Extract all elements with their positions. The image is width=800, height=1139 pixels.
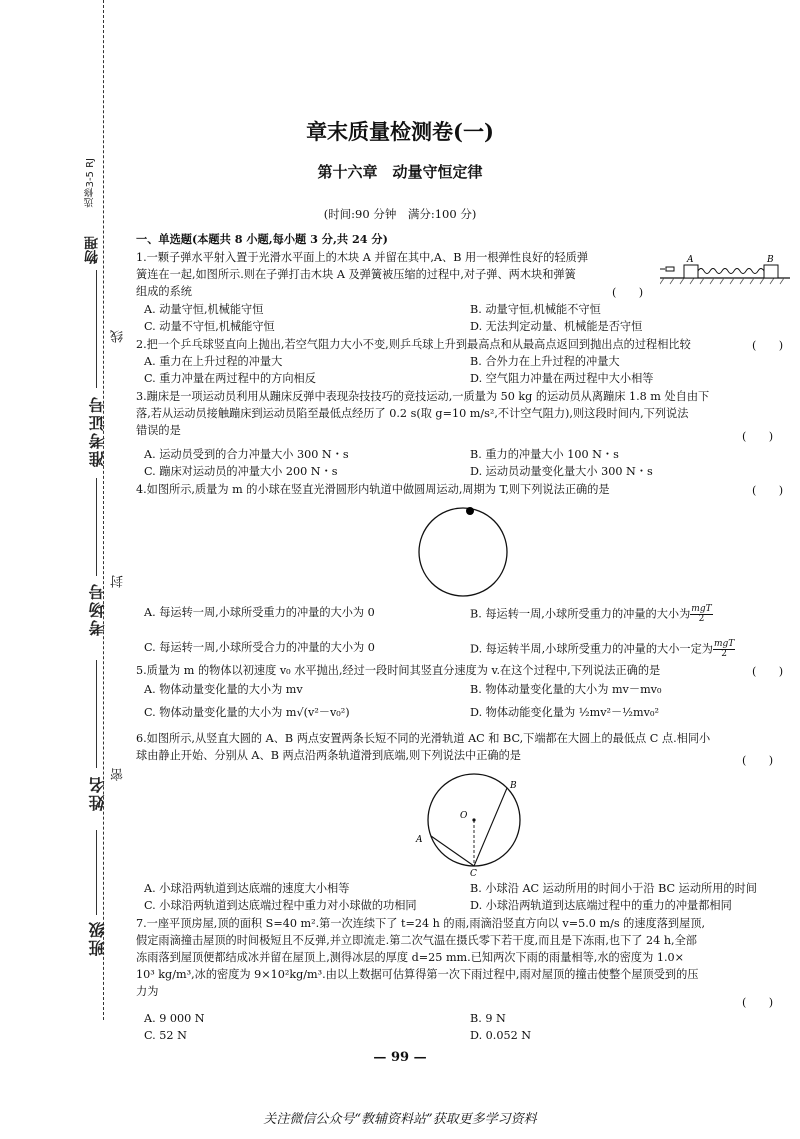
q4-option-b-fraction: $\frac{\text{mgT}}{2}$: [691, 604, 712, 624]
seal-line-char: 线: [111, 330, 126, 343]
track-bc-icon: [474, 788, 507, 866]
circular-track-icon: [419, 508, 507, 596]
q2-option-b: B. 合外力在上升过程的冲量大: [470, 355, 620, 368]
svg-text:B: B: [767, 255, 774, 265]
svg-text:A: A: [416, 835, 423, 845]
q2-option-a: A. 重力在上升过程的冲量大: [144, 355, 283, 368]
q7-option-c: C. 52 N: [144, 1029, 187, 1042]
q7-option-b: B. 9 N: [470, 1012, 506, 1025]
q3-option-c: C. 蹦床对运动员的冲量大小 200 N・s: [144, 465, 338, 478]
q2-answer-paren: ( ): [752, 339, 784, 352]
svg-text:O: O: [460, 811, 468, 821]
name-label: 姓名: [88, 775, 107, 811]
ball-icon: [466, 507, 474, 515]
spring-icon: [698, 269, 764, 274]
q7-stem-line2: 假定雨滴撞击屋顶的时间极短且不反弹,并立即流走.第二次气温在摄氏零下若干度,而且是下冻雨,也下了 24 h,全部: [136, 934, 697, 947]
q7-stem-line3: 冻雨落到屋顶便都结成冰并留在屋顶上,测得冰层的厚度 d=25 mm.已知两次下雨的雨量相等,水的密度为 1.0×: [136, 951, 684, 964]
q1-option-c: C. 动量不守恒,机械能守恒: [144, 320, 275, 333]
q5-option-a: A. 物体动量变化量的大小为 mv: [144, 683, 303, 696]
exam-meta: (时间:90 分钟 满分:100 分): [323, 207, 477, 221]
exam-id-label: 准考证号: [88, 395, 107, 467]
page-number: — 99 —: [373, 1050, 427, 1065]
q4-circle-track-figure: [408, 502, 518, 598]
q1-stem-line3: 组成的系统: [136, 285, 192, 298]
bullet-icon: [666, 267, 674, 271]
center-point-icon: [472, 818, 475, 821]
chapter-title: 第十六章 动量守恒定律: [317, 163, 483, 181]
q3-option-b: B. 重力的冲量大小 100 N・s: [470, 448, 619, 461]
q7-option-d: D. 0.052 N: [470, 1029, 532, 1042]
q6-option-d: D. 小球沿两轨道到达底端过程中的重力的冲量都相同: [470, 899, 732, 912]
q6-answer-paren: ( ): [742, 754, 774, 767]
q4-option-b: B. 每运转一周,小球所受重力的冲量的大小为 $\frac{\text{mgT}}{2}$: [470, 604, 712, 624]
room-underline: [96, 478, 97, 576]
q6-option-b: B. 小球沿 AC 运动所用的时间小于沿 BC 运动所用的时间: [470, 882, 757, 895]
name-underline: [96, 660, 97, 768]
q4-option-c: C. 每运转一周,小球所受合力的冲量的大小为 0: [144, 641, 375, 654]
q3-option-a: A. 运动员受到的合力冲量大小 300 N・s: [144, 448, 349, 461]
q1-option-a: A. 动量守恒,机械能守恒: [144, 303, 264, 316]
q1-answer-paren: ( ): [612, 286, 644, 299]
q4-option-d-fraction: $\frac{\text{mgT}}{2}$: [714, 639, 735, 659]
block-b-icon: [764, 265, 778, 278]
svg-text:A: A: [687, 255, 694, 265]
edition-label: 选修3-5 RJ: [85, 158, 96, 208]
q3-stem-line2: 落,若从运动员接触蹦床到运动员陷至最低点经历了 0.2 s(取 g=10 m/s²,不计空气阻力),则这段时间内,下列说法: [136, 407, 689, 420]
q5-answer-paren: ( ): [752, 665, 784, 678]
exam-id-underline: [96, 270, 97, 388]
q6-option-c: C. 小球沿两轨道到达底端过程中重力对小球做的功相同: [144, 899, 417, 912]
svg-text:C: C: [470, 869, 477, 878]
q7-stem-line1: 7.一座平顶房屋,顶的面积 S=40 m².第一次连续下了 t=24 h 的雨,雨滴沿竖直方向以 v=5.0 m/s 的速度落到屋顶,: [136, 917, 706, 930]
q3-answer-paren: ( ): [742, 430, 774, 443]
q1-option-d: D. 无法判定动量、机械能是否守恒: [470, 320, 643, 333]
room-label: 考场号: [88, 582, 107, 636]
q2-option-c: C. 重力冲量在两过程中的方向相反: [144, 372, 316, 385]
q3-option-d: D. 运动员动量变化量大小 300 N・s: [470, 465, 653, 478]
q1-option-b: B. 动量守恒,机械能不守恒: [470, 303, 601, 316]
q2-stem: 2.把一个乒乓球竖直向上抛出,若空气阻力大小不变,则乒乓球上升到最高点和从最高点返回到抛出点的过程相比较: [136, 338, 691, 351]
q6-stem-line1: 6.如图所示,从竖直大圆的 A、B 两点安置两条长短不同的光滑轨道 AC 和 BC,下端都在大圆上的最低点 C 点.相同小: [136, 732, 711, 745]
q4-stem: 4.如图所示,质量为 m 的小球在竖直光滑圆形内轨道中做圆周运动,周期为 T,则下列说法正确的是: [136, 483, 610, 496]
q5-option-b: B. 物体动量变化量的大小为 mv－mv₀: [470, 683, 662, 696]
q7-option-a: A. 9 000 N: [144, 1012, 205, 1025]
q5-option-c: C. 物体动量变化量的大小为 m√(v²－v₀²): [144, 706, 350, 719]
q6-stem-line2: 球由静止开始、分别从 A、B 两点沿两条轨道滑到底端,则下列说法中正确的是: [136, 749, 521, 762]
class-underline: [96, 830, 97, 915]
q6-option-a: A. 小球沿两轨道到达底端的速度大小相等: [144, 882, 350, 895]
q5-stem: 5.质量为 m 的物体以初速度 v₀ 水平抛出,经过一段时间其竖直分速度为 v.在这个过程中,下列说法正确的是: [136, 664, 661, 677]
seal-feng-char: 封: [111, 575, 126, 588]
section-heading: 一、单选题(本题共 8 小题,每小题 3 分,共 24 分): [136, 232, 388, 246]
q6-circle-tracks-figure: [410, 768, 530, 878]
seal-mi-char: 密: [111, 768, 126, 781]
q4-option-d: D. 每运转半周,小球所受重力的冲量的大小一定为 $\frac{\text{mgT}}{2}$: [470, 639, 735, 659]
q3-stem-line3: 错误的是: [136, 424, 181, 437]
q1-stem-line2: 簧连在一起,如图所示.则在子弹打击木块 A 及弹簧被压缩的过程中,对子弹、两木块和弹簧: [136, 268, 576, 281]
q1-stem-line1: 1.一颗子弹水平射入置于光滑水平面上的木块 A 并留在其中,A、B 用一根弹性良好的轻质弹: [136, 251, 589, 264]
footer-note: 关注微信公众号“教辅资料站”获取更多学习资料: [263, 1112, 537, 1127]
q1-spring-figure: [660, 252, 790, 290]
track-ac-icon: [431, 836, 474, 866]
q4-option-a: A. 每运转一周,小球所受重力的冲量的大小为 0: [144, 606, 375, 619]
subject-label: 物理: [84, 236, 100, 264]
block-a-icon: [684, 265, 698, 278]
q7-answer-paren: ( ): [742, 996, 774, 1009]
q3-stem-line1: 3.蹦床是一项运动员利用从蹦床反弹中表现杂技技巧的竞技运动,一质量为 50 kg 的运动员从离蹦床 1.8 m 处自由下: [136, 390, 710, 403]
q4-answer-paren: ( ): [752, 484, 784, 497]
q7-stem-line4: 10³ kg/m³,冰的密度为 9×10²kg/m³.由以上数据可估算得第一次下雨过程中,雨对屋顶的撞击使整个屋顶受到的压: [136, 968, 699, 981]
class-label: 班级: [88, 920, 107, 956]
binding-dashed-line: [103, 0, 104, 1020]
page-title: 章末质量检测卷(一): [306, 119, 494, 144]
q5-option-d: D. 物体动能变化量为 ½mv²－½mv₀²: [470, 706, 659, 719]
q2-option-d: D. 空气阻力冲量在两过程中大小相等: [470, 372, 654, 385]
q7-stem-line5: 力为: [136, 985, 159, 998]
svg-text:B: B: [510, 781, 517, 791]
